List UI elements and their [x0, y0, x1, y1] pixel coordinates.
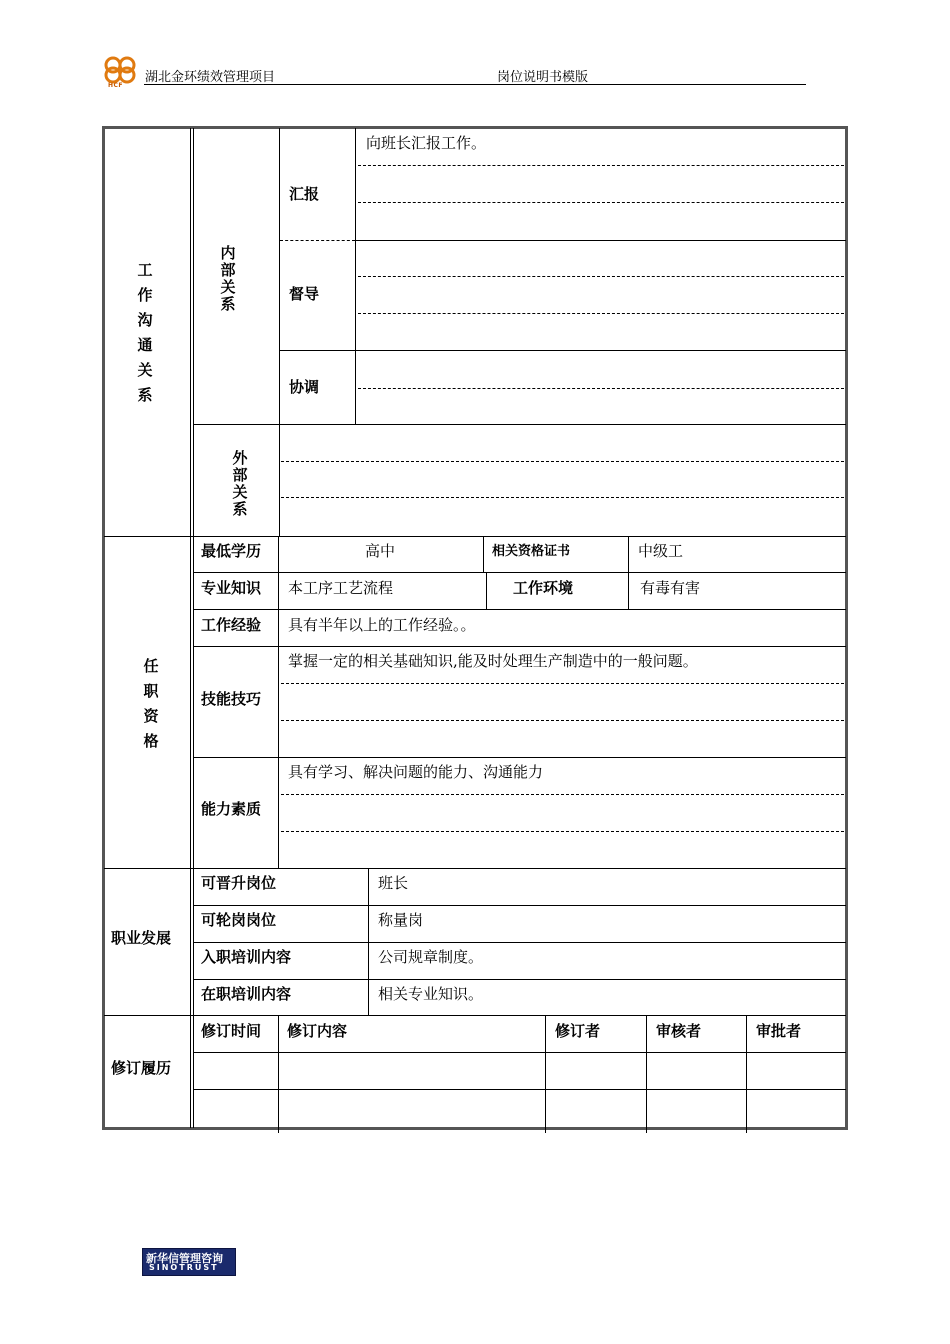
ability-value: 具有学习、解决问题的能力、沟通能力 — [288, 763, 544, 781]
revision-col-reviewer: 审核者 — [656, 1022, 702, 1040]
hcf-logo-icon — [102, 55, 138, 85]
rotation-value: 称量岗 — [378, 911, 424, 929]
sinotrust-logo — [142, 1248, 236, 1276]
report-label: 汇报 — [289, 185, 320, 203]
promotion-label: 可晋升岗位 — [201, 874, 277, 892]
certificate-value: 中级工 — [638, 542, 684, 560]
experience-value: 具有半年以上的工作经验。。 — [288, 616, 476, 634]
revision-col-content: 修订内容 — [287, 1022, 348, 1040]
skills-value: 掌握一定的相关基础知识,能及时处理生产制造中的一般问题。 — [288, 652, 698, 670]
section-label-communication: 工 作 沟 通 关 系 — [137, 261, 153, 404]
coordinate-label: 协调 — [289, 378, 320, 396]
report-text: 向班长汇报工作。 — [366, 134, 487, 152]
revision-col-approver: 审批者 — [756, 1022, 802, 1040]
external-relations-label: 外 部 关 系 — [232, 449, 248, 518]
promotion-value: 班长 — [378, 874, 409, 892]
knowledge-label: 专业知识 — [201, 579, 262, 597]
internal-relations-label: 内 部 关 系 — [220, 244, 236, 313]
knowledge-value: 本工序工艺流程 — [288, 579, 394, 597]
revision-col-reviser: 修订者 — [555, 1022, 601, 1040]
section-label-revision: 修订履历 — [111, 1059, 172, 1077]
header-project-title: 湖北金环绩效管理项目 — [145, 70, 276, 85]
environment-label: 工作环境 — [513, 579, 574, 597]
education-label: 最低学历 — [201, 542, 262, 560]
ability-label: 能力素质 — [201, 800, 262, 818]
sinotrust-logo-cn: 新华信管理咨询 — [146, 1252, 223, 1265]
sinotrust-logo-en: SINOTRUST — [149, 1263, 219, 1272]
header-rule — [144, 84, 806, 85]
onboarding-value: 公司规章制度。 — [378, 948, 484, 966]
section-label-qualifications: 任 职 资 格 — [143, 657, 159, 750]
onboarding-label: 入职培训内容 — [201, 948, 292, 966]
education-value: 高中 — [365, 542, 396, 560]
supervise-label: 督导 — [289, 285, 320, 303]
rotation-label: 可轮岗岗位 — [201, 911, 277, 929]
revision-col-time: 修订时间 — [201, 1022, 262, 1040]
skills-label: 技能技巧 — [201, 690, 262, 708]
logo-text: HCF — [108, 82, 124, 89]
section-label-career: 职业发展 — [111, 929, 172, 947]
ontraining-value: 相关专业知识。 — [378, 985, 484, 1003]
environment-value: 有毒有害 — [640, 579, 701, 597]
header-doc-type: 岗位说明书模版 — [497, 70, 589, 85]
experience-label: 工作经验 — [201, 616, 262, 634]
ontraining-label: 在职培训内容 — [201, 985, 292, 1003]
certificate-label: 相关资格证书 — [492, 544, 571, 559]
